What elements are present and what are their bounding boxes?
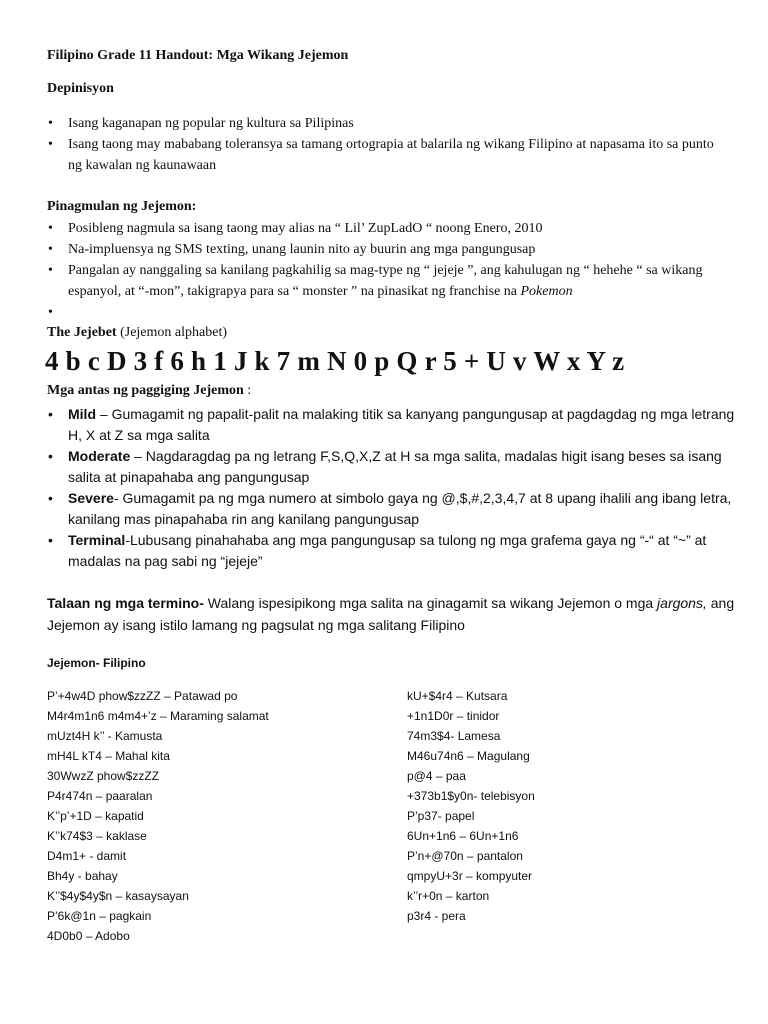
glossary-entry: mUzt4H k’’ - Kamusta: [47, 729, 163, 743]
terms-text-end: ang Jejemon ay isang istilo lamang ng pagsulat ng mga salitang Filipino: [47, 595, 735, 633]
glossary-right-column: [407, 686, 535, 926]
glossary-entry: p@4 – paa: [407, 769, 466, 783]
jejebet-alphabet: 4 b c D 3 f 6 h 1 J k 7 m N 0 p Q r 5 + U v W x Y z: [45, 346, 625, 376]
terms-heading: Talaan ng mga termino-: [47, 595, 204, 611]
levels-heading: [47, 383, 251, 399]
origin-item: • Na-impluensya ng SMS texting, unang launin nito ay buurin ang mga pangungusap: [47, 239, 727, 260]
empty-bullet: [47, 302, 727, 323]
glossary-entry: +373b1$y0n- telebisyon: [407, 789, 535, 803]
glossary-left-column: [47, 686, 269, 946]
level-item: [47, 530, 737, 572]
terms-text: Walang ispesipikong mga salita na ginagamit sa wikang Jejemon o mga: [203, 595, 658, 611]
glossary-entry: K’’k74$3 – kaklase: [47, 829, 147, 843]
definition-item: • Isang taong may mababang toleransya sa tamang ortograpia at balarila ng wikang Filipino at napasama ito sa punto ng kawalan ng kaunawaan: [47, 134, 727, 176]
glossary-entry: P’+4w4D phow$zzZZ – Patawad po: [47, 689, 238, 703]
glossary-entry: M4r4m1n6 m4m4+’z – Maraming salamat: [47, 709, 269, 723]
glossary-entry: P4r474n – paaralan: [47, 789, 153, 803]
levels-heading-suffix: :: [243, 383, 252, 398]
level-desc: – Nagdaragdag pa ng letrang F,S,Q,X,Z at H sa mga salita, madalas higit isang beses sa isang salita at pinapahaba ang pangungusap: [68, 448, 722, 485]
definition-list: [47, 113, 727, 176]
definition-item: • Isang kaganapan ng popular ng kultura sa Pilipinas: [47, 113, 727, 134]
glossary-entry: k’’r+0n – karton: [407, 889, 490, 903]
level-term: Severe: [68, 490, 114, 506]
jejebet-label: The Jejebet: [47, 325, 117, 340]
glossary-entry: 6Un+1n6 – 6Un+1n6: [407, 829, 519, 843]
glossary-heading: Jejemon- Filipino: [47, 656, 146, 670]
level-item: [47, 404, 737, 446]
glossary-entry: K’’$4y$4y$n – kasaysayan: [47, 889, 189, 903]
page-title: Filipino Grade 11 Handout: Mga Wikang Jejemon: [47, 48, 349, 63]
terms-emphasis: jargons,: [657, 595, 707, 611]
origin-item-text: Pangalan ay nanggaling sa kanilang pagkahilig sa mag-type ng “ jejeje ”, ang kahulugan ng “ hehehe “ sa wikang espanyol, at “-mon”, takigrapya para sa “ monster ” na pinasikat ng franchise na: [68, 263, 703, 299]
jejebet-heading: [47, 325, 227, 341]
definition-heading: Depinisyon: [47, 81, 114, 96]
origin-item-emphasis: Pokemon: [520, 284, 573, 299]
level-item: [47, 446, 737, 488]
level-term: Terminal: [68, 532, 126, 548]
glossary-entry: 30WwzZ phow$zzZZ: [47, 769, 160, 783]
glossary-entry: P’6k@1n – pagkain: [47, 909, 152, 923]
glossary-entry: K’’p’+1D – kapatid: [47, 809, 144, 823]
level-desc: - Gumagamit pa ng mga numero at simbolo gaya ng @,$,#,2,3,4,7 at 8 upang ihalili ang ibang letra, kanilang mas pinapahaba rin ang kanilang pangungusap: [68, 490, 732, 527]
levels-heading-text: Mga antas ng paggiging Jejemon: [47, 383, 244, 398]
origin-item: • Posibleng nagmula sa isang taong may alias na “ Lil’ ZupLadO “ noong Enero, 2010: [47, 218, 727, 239]
level-term: Mild: [68, 406, 96, 422]
glossary-entry: P’n+@70n – pantalon: [407, 849, 523, 863]
origin-list: [47, 218, 727, 323]
glossary-entry: D4m1+ - damit: [47, 849, 127, 863]
glossary-entry: p3r4 - pera: [407, 909, 466, 923]
glossary-entry: 4D0b0 – Adobo: [47, 929, 130, 943]
terms-paragraph: [47, 592, 737, 636]
level-desc: – Gumagamit ng papalit-palit na malaking titik sa kanyang pangungusap at pagdagdag ng mga letrang H, X at Z sa mga salita: [68, 406, 735, 443]
glossary-entry: qmpyU+3r – kompyuter: [407, 869, 533, 883]
origin-item: [47, 260, 727, 302]
glossary-entry: +1n1D0r – tinidor: [407, 709, 500, 723]
levels-list: [47, 404, 737, 572]
glossary-entry: Bh4y - bahay: [47, 869, 118, 883]
level-desc: -Lubusang pinahahaba ang mga pangungusap sa tulong ng mga grafema gaya ng “-“ at “~” at madalas na pag sabi ng “jejeje”: [68, 532, 707, 569]
level-item: [47, 488, 737, 530]
glossary-entry: mH4L kT4 – Mahal kita: [47, 749, 170, 763]
glossary-entry: kU+$4r4 – Kutsara: [407, 689, 508, 703]
jejebet-note: (Jejemon alphabet): [116, 325, 227, 340]
glossary-entry: M46u74n6 – Magulang: [407, 749, 530, 763]
glossary-entry: P’p37- papel: [407, 809, 475, 823]
origin-heading: Pinagmulan ng Jejemon:: [47, 199, 197, 214]
glossary-entry: 74m3$4- Lamesa: [407, 729, 501, 743]
level-term: Moderate: [68, 448, 131, 464]
